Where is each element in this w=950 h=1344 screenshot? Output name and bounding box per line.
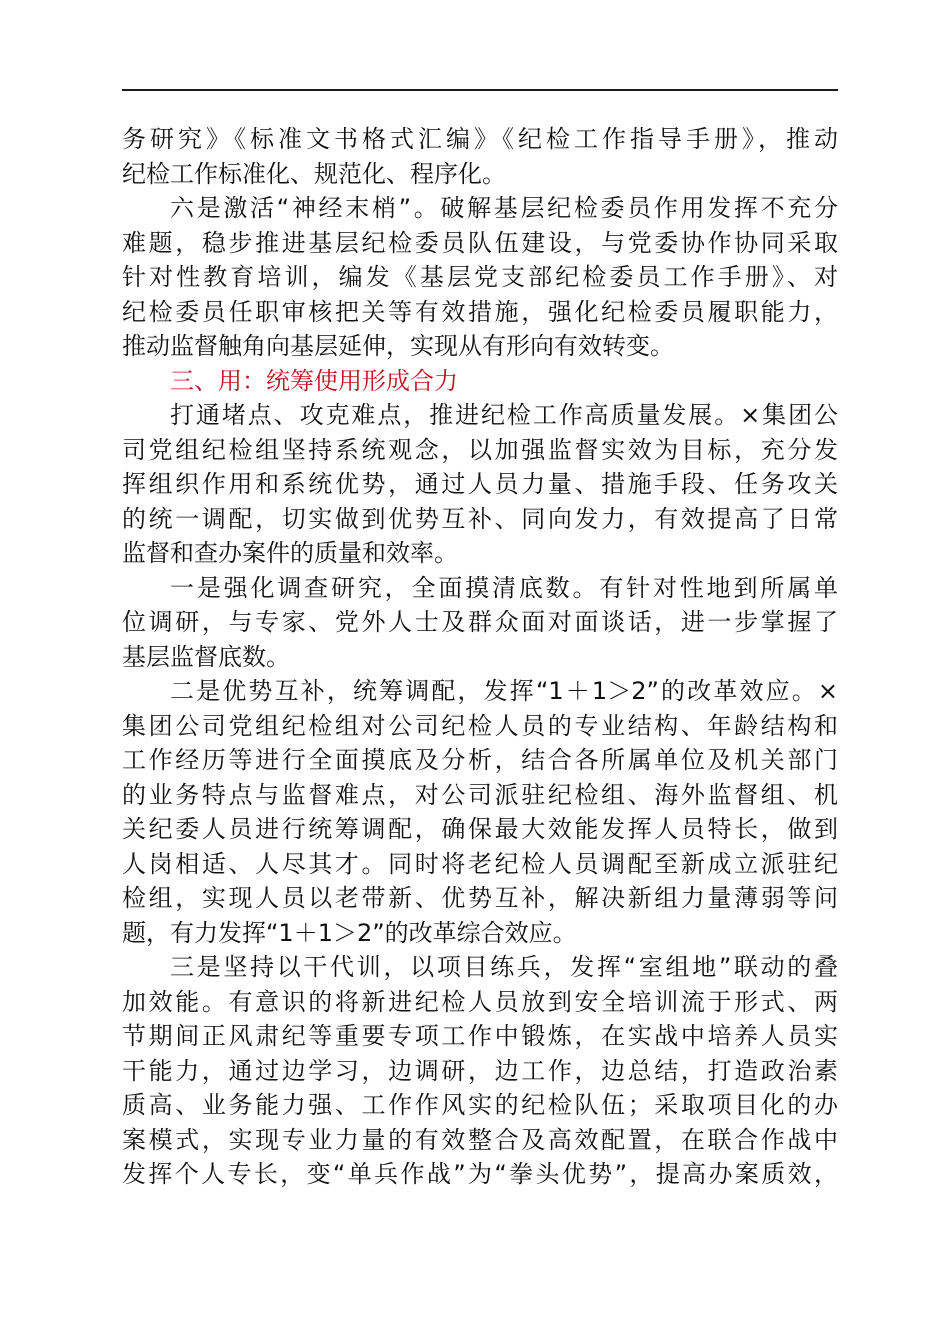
text-line: 加效能。有意识的将新进纪检人员放到安全培训流于形式、两 [122, 987, 838, 1016]
text-line: 案模式，实现专业力量的有效整合及高效配置，在联合作战中 [122, 1125, 838, 1154]
text-line: 关纪委人员进行统筹调配，确保最大效能发挥人员特长，做到 [122, 815, 838, 843]
text-line: 纪检工作标准化、规范化、程序化。 [122, 159, 506, 188]
text-line: 针对性教育培训，编发《基层党支部纪检委员工作手册》、对 [122, 263, 838, 291]
text-line: 三是坚持以干代训，以项目练兵，发挥“室组地”联动的叠 [170, 953, 838, 981]
text-line: 二是优势互补，统筹调配，发挥“1＋1＞2”的改革效应。× [170, 677, 838, 705]
text-line: 推动监督触角向基层延伸，实现从有形向有效转变。 [122, 332, 674, 360]
text-line: 发挥个人专长，变“单兵作战”为“拳头优势”，提高办案质效， [122, 1160, 838, 1188]
text-line: 干能力，通过边学习，边调研，边工作，边总结，打造政治素 [122, 1056, 838, 1085]
text-line: 监督和查办案件的质量和效率。 [122, 539, 458, 567]
text-line: 的业务特点与监督难点，对公司派驻纪检组、海外监督组、机 [122, 780, 838, 809]
text-line: 打通堵点、攻克难点，推进纪检工作高质量发展。×集团公 [170, 401, 838, 429]
text-line: 基层监督底数。 [122, 642, 290, 671]
section-heading: 三、用：统筹使用形成合力 [170, 366, 458, 395]
text-line: 节期间正风肃纪等重要专项工作中锻炼，在实战中培养人员实 [122, 1022, 838, 1050]
text-line: 六是激活“神经末梢”。破解基层纪检委员作用发挥不充分 [170, 194, 838, 222]
text-line: 纪检委员任职审核把关等有效措施，强化纪检委员履职能力， [122, 297, 838, 326]
text-line: 一是强化调查研究，全面摸清底数。有针对性地到所属单 [170, 573, 838, 602]
text-line: 挥组织作用和系统优势，通过人员力量、措施手段、任务攻关 [122, 470, 838, 498]
text-line: 工作经历等进行全面摸底及分析，结合各所属单位及机关部门 [122, 746, 838, 774]
text-line: 司党组纪检组坚持系统观念，以加强监督实效为目标，充分发 [122, 435, 838, 464]
header-rule [122, 89, 838, 91]
body-text [122, 122, 838, 1192]
text-line: 位调研，与专家、党外人士及群众面对面谈话，进一步掌握了 [122, 608, 838, 636]
text-line: 务研究》《标准文书格式汇编》《纪检工作指导手册》，推动 [122, 125, 838, 153]
text-line: 人岗相适、人尽其才。同时将老纪检人员调配至新成立派驻纪 [122, 849, 838, 878]
text-line: 质高、业务能力强、工作作风实的纪检队伍；采取项目化的办 [122, 1091, 838, 1119]
text-line: 题，有力发挥“1＋1＞2”的改革综合效应。 [122, 918, 577, 947]
text-line: 难题，稳步推进基层纪检委员队伍建设，与党委协作协同采取 [122, 228, 838, 257]
text-line: 检组，实现人员以老带新、优势互补，解决新组力量薄弱等问 [122, 884, 838, 912]
text-line: 集团公司党组纪检组对公司纪检人员的专业结构、年龄结构和 [122, 711, 838, 740]
text-line: 的统一调配，切实做到优势互补、同向发力，有效提高了日常 [122, 504, 838, 533]
